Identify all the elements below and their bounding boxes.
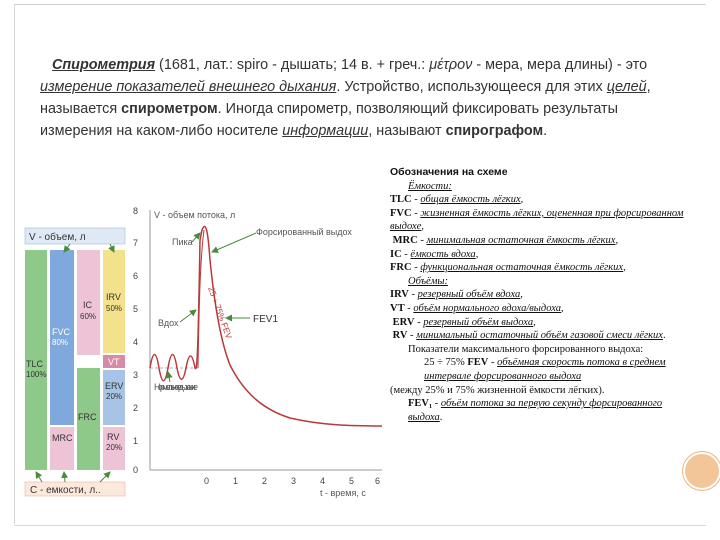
y-tick-6: 6 <box>133 271 139 281</box>
y-tick-1: 1 <box>133 436 139 446</box>
arrow-c-rv <box>100 472 110 482</box>
legend-fev-note: (между 25% и 75% жизненной ёмкости лёгких). <box>390 384 605 396</box>
arrow-forced-exhale <box>212 233 256 252</box>
legend-item-fev1: FEV₁ - объём потока за первую секунду форсированного выдоха. <box>408 398 663 423</box>
ic-pct: 60% <box>80 312 97 321</box>
y-tick-4: 4 <box>133 337 139 347</box>
y-tick-2: 2 <box>133 403 139 413</box>
legend-item-tlc: TLC - общая ёмкость лёгких, <box>390 194 524 206</box>
arrow-normal-breath <box>168 372 170 382</box>
decorative-circle <box>683 452 720 490</box>
irv-label: IRV <box>106 292 121 302</box>
legend-title: Обозначения на схеме <box>390 166 508 178</box>
rv-pct: 20% <box>106 443 123 452</box>
v-label: V - объем, л <box>29 232 86 243</box>
y-tick-3: 3 <box>133 370 139 380</box>
legend-item-fev: 25 ÷ 75% FEV - объёмная скорость потока в среднем интервале форсированного выдоха <box>424 357 666 382</box>
arrow-c-tlc <box>36 472 42 482</box>
link-measurement[interactable]: измерение показателей внешнего дыхания <box>40 79 337 95</box>
x-tick-1: 1 <box>233 476 239 486</box>
arrow-c-mrc <box>64 472 65 482</box>
y-tick-5: 5 <box>133 304 139 314</box>
x-tick-2: 2 <box>262 476 268 486</box>
fvc-label: FVC <box>52 327 70 337</box>
c-label: С - емкости, л.. <box>30 485 101 496</box>
irv-pct: 50% <box>106 304 123 313</box>
legend-item-irv: IRV - резервный объём вдоха, <box>390 289 523 301</box>
greek-word: μέτρον <box>429 57 473 73</box>
forced-exhale-label: Форсированный выдох <box>256 227 352 237</box>
slide-frame-left <box>14 4 15 524</box>
x-tick-3: 3 <box>291 476 297 486</box>
fev1-label: FEV1 <box>253 314 279 325</box>
legend-indicators: Показатели максимального форсированного выдоха: <box>408 343 644 355</box>
slide-frame-top <box>14 4 706 10</box>
arrow-inhale <box>180 310 196 322</box>
peak-label: Пика <box>172 237 193 247</box>
legend-panel <box>390 166 690 424</box>
erv-pct: 20% <box>106 392 123 401</box>
legend-capacities: Ёмкости: <box>408 180 452 192</box>
term-spirometer: спирометром <box>121 101 218 117</box>
term-spirograph: спирографом <box>445 123 544 139</box>
legend-item-mrc: MRC - минимальная остаточная ёмкость лёгких, <box>392 234 619 246</box>
link-information[interactable]: информации <box>282 123 369 139</box>
intro-paragraph: Спирометрия (1681, лат.: spiro - дышать; 14 в. + греч.: μέτρον - мера, мера длины) - это измерение показателей внешнего дыхания. Устройство, использующееся для этих целей, называется спирометром. Иногда спирометр, позволяющий фиксировать результаты измерения на каком-либо носителе информации, называют спирографом. <box>40 57 651 139</box>
x-tick-4: 4 <box>320 476 326 486</box>
legend-item-fvc: FVC - жизненная ёмкость лёгких, оцененная при форсированном выдохе, <box>390 207 684 233</box>
link-goals[interactable]: целей <box>606 79 647 95</box>
mrc-label: MRC <box>52 433 73 443</box>
fvc-pct: 80% <box>52 338 69 347</box>
legend-item-ic: IC - ёмкость вдоха, <box>390 248 479 260</box>
vt-label: VT <box>108 357 120 367</box>
tlc-pct: 100% <box>26 370 47 379</box>
spirogram-curve <box>150 227 382 426</box>
slide-frame-bottom <box>14 525 706 526</box>
y-tick-7: 7 <box>133 238 139 248</box>
inhale-label: Вдох <box>158 318 179 328</box>
ic-label: IC <box>83 300 92 310</box>
frc-label: FRC <box>78 412 97 422</box>
legend-item-erv: ERV - резервный объём выдоха, <box>392 316 536 328</box>
legend-item-vt: VT - объём нормального вдоха/выдоха, <box>390 302 564 314</box>
x-axis-label: t - время, с <box>320 488 366 498</box>
legend-item-frc: FRC - функциональная остаточная ёмкость лёгких, <box>390 262 626 274</box>
legend-item-rv: RV - минимальный остаточный объём газовой смеси лёгких. <box>392 330 666 342</box>
y-tick-0: 0 <box>133 465 139 475</box>
normal-breath-label: Нормальное дыхание <box>154 382 198 392</box>
x-tick-6: 6 <box>375 476 381 486</box>
y-tick-8: 8 <box>133 206 139 216</box>
legend-volumes: Объёмы: <box>408 275 449 287</box>
erv-label: ERV <box>105 381 124 391</box>
x-tick-5: 5 <box>349 476 355 486</box>
spirometry-diagram <box>20 200 390 500</box>
tlc-label: TLC <box>26 359 44 369</box>
rv-label: RV <box>107 432 120 442</box>
y-axis-label: V - объем потока, л <box>154 210 236 220</box>
arrow-peak <box>192 233 200 242</box>
x-tick-0: 0 <box>204 476 210 486</box>
term-spirometry: Спирометрия <box>52 57 156 73</box>
fev-range-label: 25 ÷ 75% FEV <box>206 285 235 341</box>
